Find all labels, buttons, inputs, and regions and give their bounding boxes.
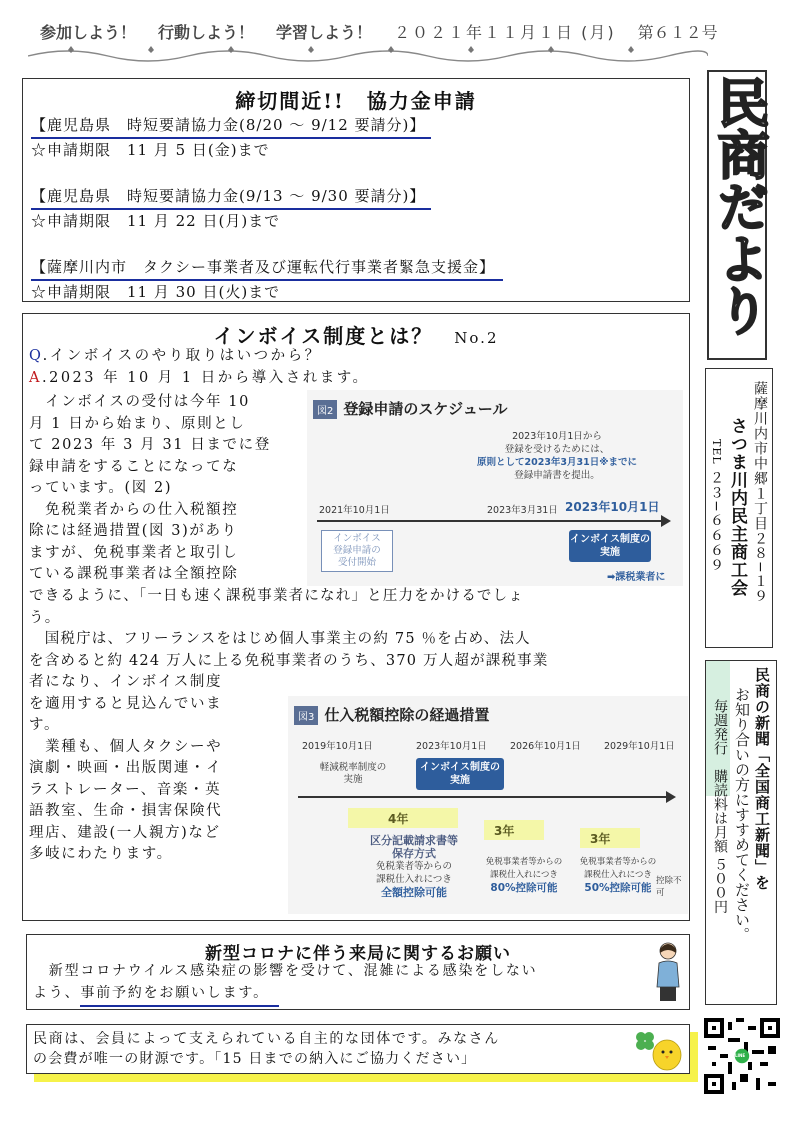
fig3-date-2: 2023年10月1日 xyxy=(416,741,487,752)
deadline-title: 締切間近!! 協力金申請 xyxy=(235,89,477,113)
fig3-timeline-arrow-icon xyxy=(666,791,676,803)
fig3-period-3-years: 3年 xyxy=(590,832,611,846)
fig2-box2-line: インボイス制度の xyxy=(570,534,650,545)
invoice-number: No.2 xyxy=(454,329,499,347)
deadline-box xyxy=(22,78,690,302)
a-mark: A xyxy=(29,370,42,386)
invoice-paragraph-1-end xyxy=(29,586,685,672)
fig3-p1-line: 保存方式 xyxy=(392,847,436,860)
dues-line-1: 民商は、会員によって支えられている自主的な団体です。みなさん xyxy=(33,1031,500,1047)
issue-date: ２０２１年１１月１日 (月) xyxy=(394,22,616,42)
fig2-box-2 xyxy=(569,530,651,562)
qr-line-label: LINE xyxy=(735,1053,746,1058)
deadline-period-1: ☆申請期限 11 月 5 日(金)まで xyxy=(31,141,270,159)
p2-line: 多岐にわたります。 xyxy=(29,846,173,862)
fig3-date-3: 2026年10月1日 xyxy=(510,741,581,752)
fig2-box1-line: インボイス xyxy=(333,533,381,544)
p1-line: 免税業者からの仕入税額控 xyxy=(29,501,239,518)
p2-line: 国税庁は、フリーランスをはじめ個人事業主の約 75 ％を占め、法人 xyxy=(29,631,531,647)
fig3-p3-result: 50%控除可能 xyxy=(584,882,652,894)
fig3-period-3 xyxy=(570,856,666,895)
figure-3-transition xyxy=(288,696,688,914)
question-text: .インボイスのやり取りはいつから？ xyxy=(42,348,322,364)
fig3-timeline-axis xyxy=(298,796,668,798)
answer-text: .2023 年 10 月 1 日から導入されます。 xyxy=(41,370,370,386)
fig3-p2-line: 課税仕入れにつき xyxy=(490,870,558,880)
fig3-p3-line: 課税仕入れにつき xyxy=(584,870,652,880)
covid-line-2 xyxy=(33,983,279,1007)
fig2-box1-line: 登録申請の xyxy=(333,545,381,556)
header-bar xyxy=(40,18,760,44)
fig2-date-3: 2023年10月1日 xyxy=(565,500,660,514)
p1-line: う。 xyxy=(29,609,61,626)
deadline-heading-1: 【鹿児島県 時短要請協力金(8/20 ～ 9/12 要請分)】 xyxy=(31,114,431,139)
fig3-p2-result: 80%控除可能 xyxy=(490,882,558,894)
p2-line: 語教室、生命・損害保険代 xyxy=(29,803,223,819)
fig2-timeline-axis xyxy=(317,520,663,522)
deadline-period-3: ☆申請期限 11 月 30 日(火)まで xyxy=(31,283,281,301)
fig2-box-1 xyxy=(321,530,393,572)
fig2-box1-line: 受付開始 xyxy=(337,557,376,568)
newspaper-box xyxy=(705,660,777,1005)
chick-clover-icon xyxy=(631,1027,687,1073)
fig3-period-1-years: 4年 xyxy=(388,812,409,826)
fig3-p1-line: 課税仕入れにつき xyxy=(376,874,452,885)
invoice-article xyxy=(22,313,690,921)
fig3-period-1 xyxy=(354,834,474,899)
invoice-question xyxy=(29,346,679,368)
fig2-arrow-label: ➡課税業者に xyxy=(607,572,666,583)
p1-line: ている課税事業者は全額控除 xyxy=(29,566,239,582)
dues-line-2: の会費が唯一の財源です。「15 日までの納入にご協力ください」 xyxy=(33,1051,477,1067)
p2-line: を適用すると見込んでいま xyxy=(29,695,223,712)
deadline-period-2: ☆申請期限 11 月 22 日(月)まで xyxy=(31,212,281,230)
tel-label: TEL xyxy=(710,439,723,465)
fig2-note xyxy=(457,430,657,482)
issue-number: 第６１２号 xyxy=(637,22,718,42)
fig3-col1-line: 軽減税率制度の xyxy=(319,762,387,773)
fig3-col1-line: 実施 xyxy=(343,774,363,785)
p1-line: できるように、「一日も速く課税事業者になれ」と圧力をかけるでしょ xyxy=(29,588,525,604)
fig3-box-line: 実施 xyxy=(450,775,470,786)
covid-notice-box xyxy=(26,934,690,1010)
fig2-note-line: 登録を受けるためには、 xyxy=(504,444,610,455)
newspaper-line2: お知り合いの方にすすめてください。 xyxy=(733,687,751,942)
figure-2-schedule xyxy=(307,390,683,586)
fig3-end-label: 控除不可 xyxy=(656,876,682,898)
masthead-tel xyxy=(706,439,726,573)
fig3-p3-line: 免税事業者等からの xyxy=(579,857,657,867)
newspaper-line1: 民商の新聞「全国商工新聞」を xyxy=(753,667,771,891)
p2-line: ラストレーター、音楽・英 xyxy=(29,781,222,798)
fig2-timeline-arrow-icon xyxy=(661,515,671,527)
p1-line: 月 1 日から始まり、原則とし xyxy=(29,415,246,432)
p1-line: て 2023 年 3 月 31 日までに登 xyxy=(29,437,271,453)
fig2-note-line: 登録申請書を提出。 xyxy=(514,470,600,481)
fig3-p1-line: 区分記載請求書等 xyxy=(370,834,458,847)
invoice-answer xyxy=(29,368,679,390)
fig3-p2-line: 免税事業者等からの xyxy=(485,857,563,867)
decorative-vine xyxy=(28,44,708,66)
masthead-org: さつま川内民主商工会 xyxy=(727,417,747,597)
fig3-heading xyxy=(294,704,489,725)
fig3-p1-result: 全額控除可能 xyxy=(381,886,447,899)
fig2-note-line: 2023年10月1日から xyxy=(512,431,602,442)
invoice-paragraph-1 xyxy=(29,392,304,586)
q-mark: Q xyxy=(29,348,43,364)
fig3-tag: 図3 xyxy=(294,706,318,725)
fig3-title: 仕入税額控除の経過措置 xyxy=(324,706,490,724)
fig3-box-line: インボイス制度の xyxy=(420,762,500,773)
covid-line-1: 新型コロナウイルス感染症の影響を受けて、混雑による感染をしない xyxy=(33,963,538,979)
p1-line: インボイスの受付は今年 10 xyxy=(29,394,250,410)
fig2-title: 登録申請のスケジュール xyxy=(343,400,508,418)
p2-line: す。 xyxy=(29,717,61,733)
newspaper-line3: 毎週発行 購読料は月額 ５００円 xyxy=(712,699,728,914)
fig2-box2-line: 実施 xyxy=(600,547,620,558)
fig2-date-1: 2021年10月1日 xyxy=(319,505,390,516)
fig3-period-2 xyxy=(476,856,572,895)
address-box xyxy=(705,368,773,648)
fig3-date-4: 2029年10月1日 xyxy=(604,741,675,752)
p2-line: 者になり、インボイス制度 xyxy=(29,674,223,690)
fig2-note-line: 原則として2023年3月31日※までに xyxy=(476,457,637,468)
p2-line: 演劇・映画・出版関連・イ xyxy=(29,760,223,776)
receptionist-icon xyxy=(651,941,685,1005)
p1-line: 除には経過措置(図 3)があり xyxy=(29,523,238,539)
fig2-heading xyxy=(313,398,507,419)
fig3-period-2-years: 3年 xyxy=(494,824,515,838)
covid-line-2a: よう、 xyxy=(33,985,81,1001)
invoice-title: インボイス制度とは？ xyxy=(213,324,434,348)
slogan-act: 行動しよう！ xyxy=(158,22,255,42)
fig3-col1 xyxy=(308,762,398,786)
fig2-tag: 図2 xyxy=(313,400,337,419)
masthead-address: 薩摩川内市中郷１丁目２８−１９ xyxy=(752,381,768,604)
p1-line: 録申請をすることになってな xyxy=(29,458,239,475)
slogan-participate: 参加しよう！ xyxy=(40,22,137,42)
dues-box xyxy=(26,1024,690,1074)
fig3-p1-line: 免税業者等からの xyxy=(375,861,452,872)
masthead-title-box xyxy=(707,70,767,360)
invoice-paragraph-2 xyxy=(29,672,287,866)
tel-number: ２３−６６６９ xyxy=(708,470,724,573)
slogan-learn: 学習しよう！ xyxy=(276,22,373,42)
invoice-title-row xyxy=(23,320,689,349)
p2-line: を含めると約 424 万人に上る免税事業者のうち、370 万人超が課税事業 xyxy=(29,652,549,669)
deadline-heading-2: 【鹿児島県 時短要請協力金(9/13 ～ 9/30 要請分)】 xyxy=(31,185,431,210)
covid-title: 新型コロナに伴う来局に関するお願い xyxy=(205,944,511,964)
qr-code[interactable] xyxy=(704,1018,780,1094)
covid-reservation-request: 事前予約をお願いします。 xyxy=(80,983,278,1007)
masthead-title: 民商だより xyxy=(708,76,768,336)
fig2-date-2: 2023年3月31日 xyxy=(487,505,558,516)
p1-line: ますが、免税事業者と取引し xyxy=(29,544,239,561)
fig3-date-1: 2019年10月1日 xyxy=(302,741,373,752)
p1-line: っています。(図 2) xyxy=(29,480,173,496)
p2-line: 理店、建設(一人親方)など xyxy=(29,824,221,841)
p2-line: 業種も、個人タクシーや xyxy=(29,738,223,755)
deadline-heading-3: 【薩摩川内市 タクシー事業者及び運転代行事業者緊急支援金】 xyxy=(31,256,503,281)
fig3-box xyxy=(416,758,504,790)
